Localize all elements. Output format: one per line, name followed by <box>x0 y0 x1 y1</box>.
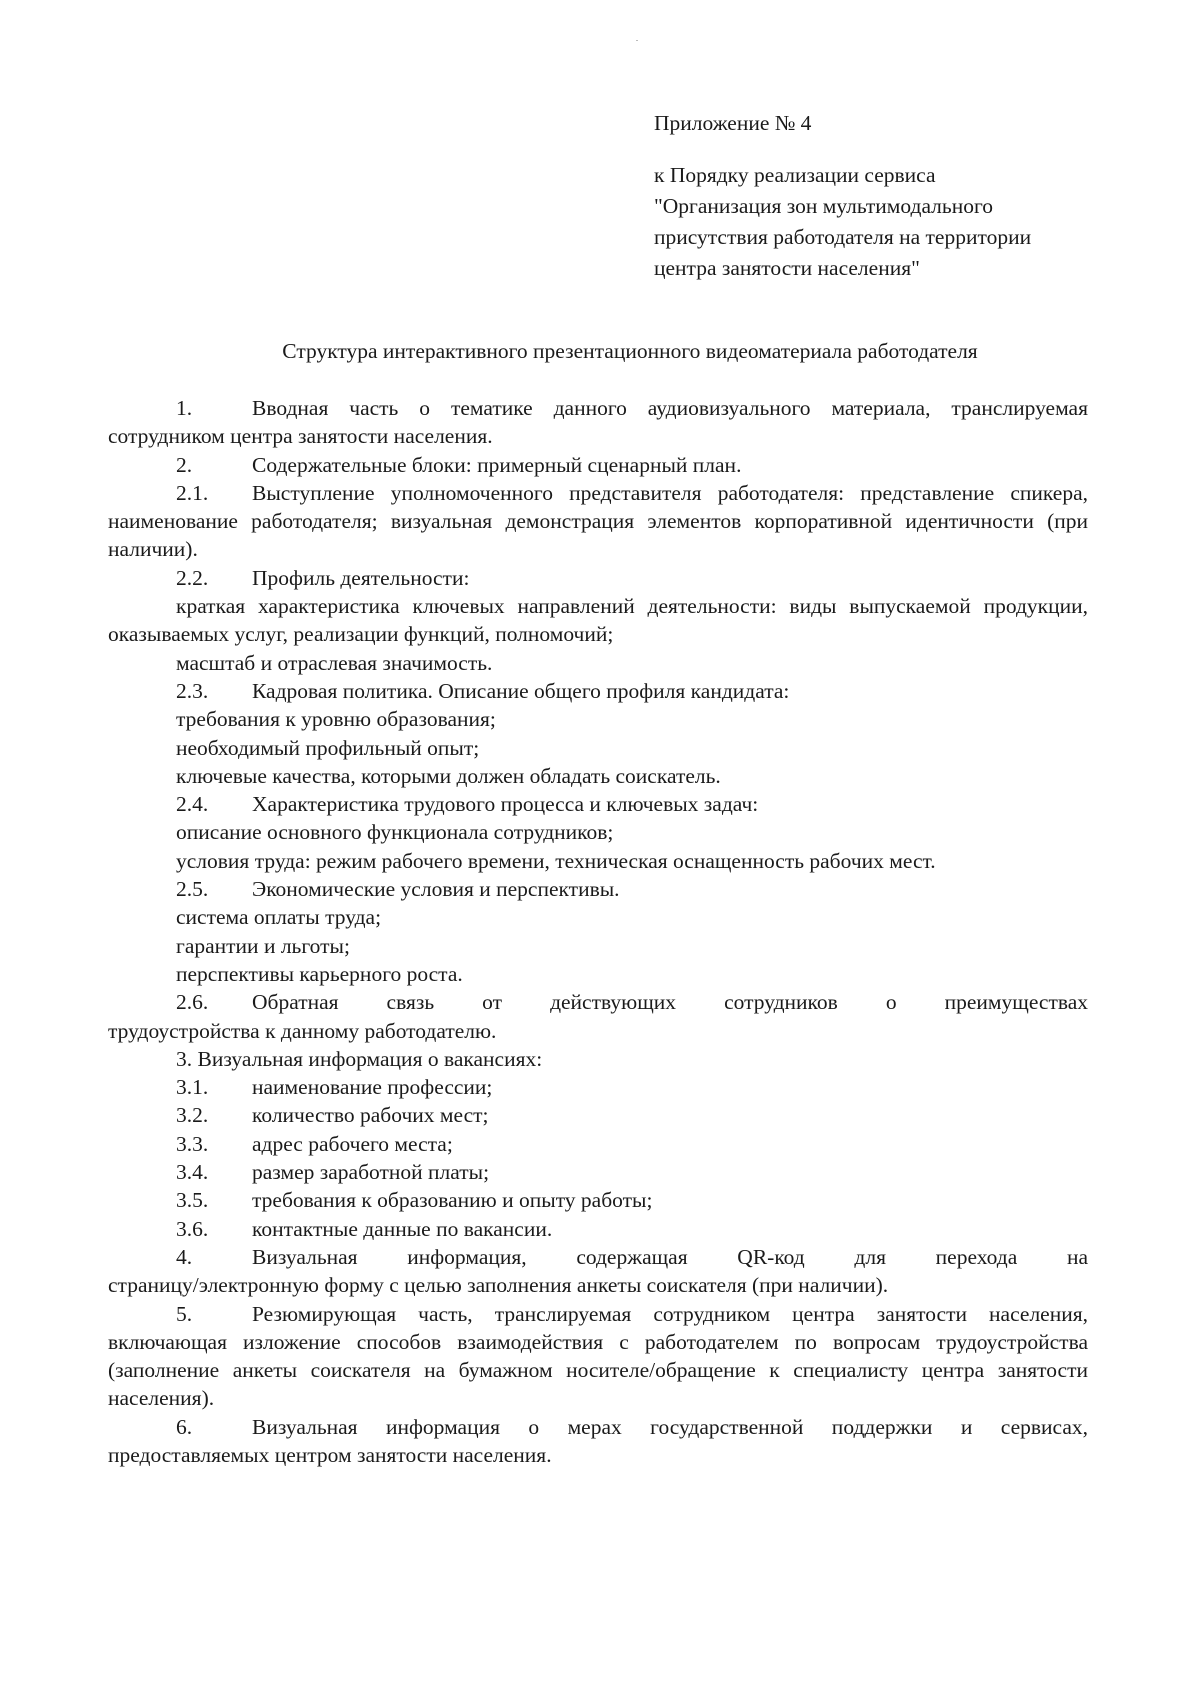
item-2-6-cont: трудоустройства к данному работодателю. <box>108 1018 497 1043</box>
item-text: требования к образованию и опыту работы; <box>252 1188 653 1213</box>
item-text: Характеристика трудового процесса и ключевых задач: <box>252 792 759 817</box>
item-number: 2.5. <box>176 877 209 902</box>
item-2-5-c: перспективы карьерного роста. <box>176 961 463 986</box>
item-number: 3.6. <box>176 1216 209 1241</box>
item-3-6 <box>108 1215 1088 1243</box>
item-text: Выступление уполномоченного представителя работодателя: представление спикера, наименование работодателя; визуальная демонстрация элементов корпоративной идентичности (при наличии). <box>108 480 1088 562</box>
item-3: 3. Визуальная информация о вакансиях: <box>176 1046 543 1071</box>
item-number: 6. <box>176 1414 193 1439</box>
item-4 <box>108 1243 1088 1271</box>
item-number: 2. <box>176 452 193 477</box>
attachment-header <box>654 108 1124 284</box>
item-3-5 <box>108 1186 1088 1214</box>
item-2-5-b: гарантии и льготы; <box>176 933 350 958</box>
item-5 <box>108 1300 1088 1413</box>
item-2-3-a: требования к уровню образования; <box>176 707 496 732</box>
item-text: Профиль деятельности: <box>252 565 470 590</box>
item-number: 3.5. <box>176 1188 209 1213</box>
item-text-line-1: Визуальная информация, содержащая QR-код для перехода на <box>252 1244 1088 1269</box>
item-number: 2.3. <box>176 678 209 703</box>
item-number: 1. <box>176 396 193 420</box>
item-2-5-a: система оплаты труда; <box>176 905 382 930</box>
item-text: наименование профессии; <box>252 1075 493 1100</box>
attachment-line-2: "Организация зон мультимодального <box>654 194 993 218</box>
item-2-3-c: ключевые качества, которыми должен обладать соискатель. <box>176 763 721 788</box>
item-4-cont: страницу/электронную форму с целью заполнения анкеты соискателя (при наличии). <box>108 1273 889 1298</box>
attachment-line-4: центра занятости населения" <box>654 256 920 280</box>
item-number: 3.4. <box>176 1160 209 1185</box>
item-number: 3.3. <box>176 1131 209 1156</box>
item-2-4-a: описание основного функционала сотрудников; <box>176 820 614 845</box>
item-2-3-b: необходимый профильный опыт; <box>176 735 480 760</box>
item-2 <box>108 451 1088 479</box>
item-text: Экономические условия и перспективы. <box>252 877 620 902</box>
item-2-4 <box>108 790 1088 818</box>
item-number: 2.2. <box>176 565 209 590</box>
item-text: Содержательные блоки: примерный сценарный план. <box>252 452 742 477</box>
item-1 <box>108 394 1088 451</box>
item-number: 5. <box>176 1301 193 1326</box>
item-2-2-b: масштаб и отраслевая значимость. <box>176 650 493 675</box>
item-number: 2.1. <box>176 480 209 505</box>
item-number: 2.4. <box>176 792 209 817</box>
item-2-2-a: краткая характеристика ключевых направлений деятельности: виды выпускаемой продукции, оказываемых услуг, реализации функций, полномочий; <box>108 594 1088 647</box>
item-3-4 <box>108 1158 1088 1186</box>
item-text: адрес рабочего места; <box>252 1131 453 1156</box>
item-text: количество рабочих мест; <box>252 1103 489 1128</box>
item-text: Кадровая политика. Описание общего профиля кандидата: <box>252 678 790 703</box>
item-2-5 <box>108 875 1088 903</box>
item-3-2 <box>108 1101 1088 1129</box>
document-title: Структура интерактивного презентационного видеоматериала работодателя <box>282 339 978 363</box>
item-text: размер заработной платы; <box>252 1160 490 1185</box>
item-text: контактные данные по вакансии. <box>252 1216 553 1241</box>
item-2-6 <box>108 988 1088 1016</box>
item-text-line-1: Обратная связь от действующих сотрудников о преимуществах <box>252 990 1088 1015</box>
item-2-3 <box>108 677 1088 705</box>
item-2-2 <box>108 564 1088 592</box>
scan-speck <box>636 40 638 41</box>
item-3-1 <box>108 1073 1088 1101</box>
item-text: Визуальная информация о мерах государственной поддержки и сервисах, предоставляемых центром занятости населения. <box>108 1414 1088 1467</box>
attachment-line-1: к Порядку реализации сервиса <box>654 163 936 187</box>
item-number: 3.2. <box>176 1103 209 1128</box>
item-text: Резюмирующая часть, транслируемая сотрудником центра занятости населения, включающая изложение способов взаимодействия с работодателем по вопросам трудоустройства (заполнение анкеты соискателя на бумажном носителе/обращение к специалисту центра занятости населения). <box>108 1301 1088 1411</box>
item-2-1 <box>108 479 1088 564</box>
item-number: 4. <box>176 1244 193 1269</box>
attachment-title: Приложение № 4 <box>654 111 812 135</box>
item-number: 3.1. <box>176 1075 209 1100</box>
item-2-4-b: условия труда: режим рабочего времени, техническая оснащенность рабочих мест. <box>176 848 936 873</box>
item-text: Вводная часть о тематике данного аудиовизуального материала, транслируемая сотрудником центра занятости населения. <box>108 396 1088 449</box>
item-number: 2.6. <box>176 990 209 1015</box>
attachment-line-3: присутствия работодателя на территории <box>654 225 1032 249</box>
document-body <box>108 394 1088 1469</box>
item-3-3 <box>108 1130 1088 1158</box>
item-6 <box>108 1413 1088 1470</box>
